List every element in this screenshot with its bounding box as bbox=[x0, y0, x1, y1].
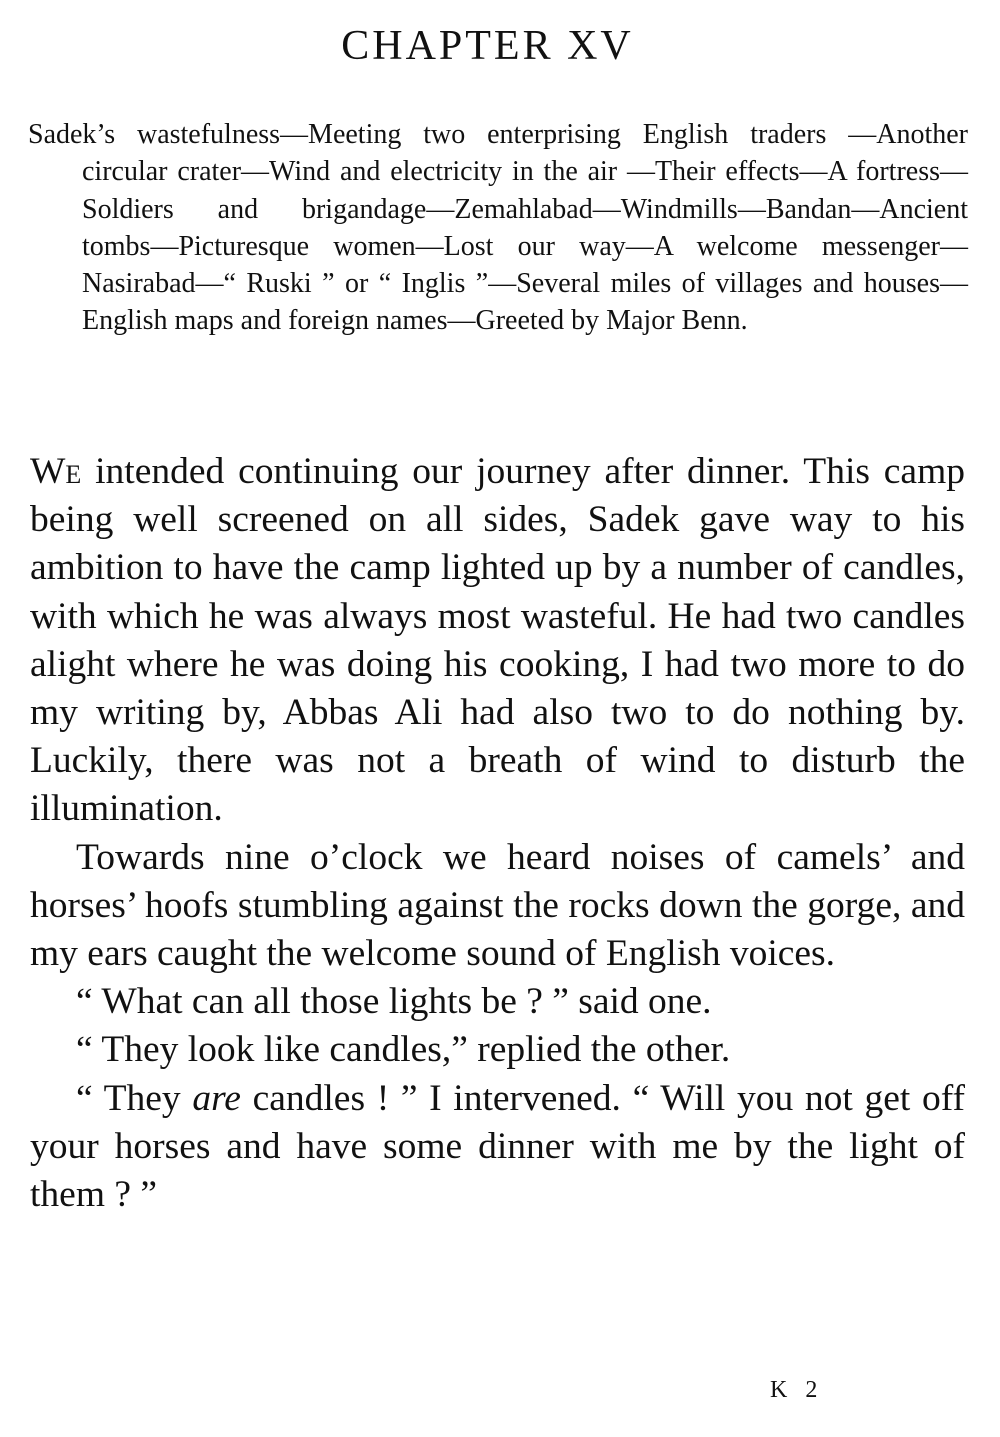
paragraph-2: Towards nine o’clock we heard noises of camels’ and horses’ hoofs stumbling against the rocks down the gorge, and my ears caught the welcome sound of English voices. bbox=[30, 836, 965, 975]
paragraph-3: “ What can all those lights be ? ” said one. bbox=[76, 981, 712, 1023]
paragraph-1 bbox=[30, 448, 965, 834]
chapter-title: CHAPTER XV bbox=[341, 23, 634, 69]
chapter-synopsis: Sadek’s wastefulness—Meeting two enterprising English traders —Another circular crater—Wind and electricity in the air —Their effects—A fortress—Soldiers and brigandage—Zemahlabad—Windmills—Bandan—Ancient tombs—Picturesque women—Lost our way—A welcome messenger—Nasirabad—“ Ruski ” or “ Inglis ”—Several miles of villages and houses—English maps and foreign names—Greeted by Major Benn. bbox=[28, 119, 968, 337]
paragraph-4: “ They look like candles,” replied the other. bbox=[76, 1029, 731, 1071]
paragraph-5-emphasis: are bbox=[192, 1077, 241, 1119]
paragraph-5-before: “ They bbox=[76, 1077, 193, 1119]
signature-mark: K 2 bbox=[770, 1377, 824, 1403]
paragraph-5-after: candles ! ” I intervened. “ Will you not get off your horses and have some dinner with me by the light of them ? ” bbox=[30, 1077, 965, 1216]
paragraph-5 bbox=[30, 1075, 965, 1220]
opening-word: We bbox=[30, 451, 82, 492]
paragraph-1-text: intended continuing our journey after dinner. This camp being well screened on all sides, Sadek gave way to his ambition to have the camp lighted up by a number of candles, with which he was always most wasteful. He had two candles alight where he was doing his cooking, I had two more to do my writing by, Abbas Ali had also two to do nothing by. Luckily, there was not a breath of wind to disturb the illumination. bbox=[30, 451, 965, 830]
chapter-body bbox=[30, 448, 965, 1219]
